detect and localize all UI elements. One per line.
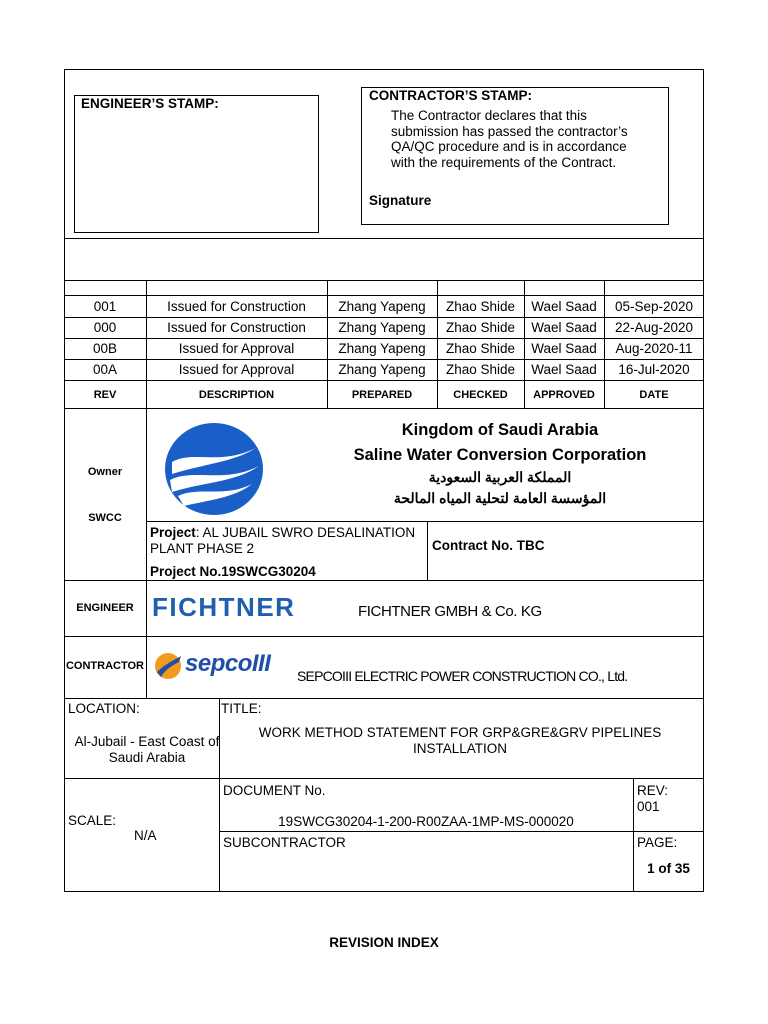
title-label: TITLE: bbox=[221, 701, 262, 716]
owner-label: Owner bbox=[87, 466, 123, 478]
description-header: DESCRIPTION bbox=[198, 389, 275, 401]
document-title: WORK METHOD STATEMENT FOR GRP&GRE&GRV PIPELINES INSTALLATION bbox=[258, 725, 662, 756]
contractor-label: CONTRACTOR bbox=[65, 660, 144, 672]
revision-index-heading: REVISION INDEX bbox=[329, 935, 439, 950]
engineer-name: FICHTNER GMBH & Co. KG bbox=[358, 603, 542, 620]
document-number: 19SWCG30204-1-200-R00ZAA-1MP-MS-000020 bbox=[278, 814, 574, 829]
engineer-stamp-box bbox=[74, 95, 319, 233]
project-label: Project bbox=[150, 525, 196, 540]
location-label: LOCATION: bbox=[68, 701, 140, 716]
sepco-logo bbox=[153, 648, 288, 684]
contractor-stamp-title: CONTRACTOR’S STAMP: bbox=[369, 88, 532, 103]
subcontractor-label: SUBCONTRACTOR bbox=[223, 835, 346, 850]
fichtner-logo: FICHTNER bbox=[152, 592, 296, 622]
owner-country-arabic: المملكة العربية السعودية bbox=[428, 469, 572, 485]
project-value: : AL JUBAIL SWRO DESALINATION PLANT PHASE 2 bbox=[150, 525, 416, 556]
signature-label: Signature bbox=[369, 193, 432, 208]
project-name bbox=[150, 525, 420, 556]
page-label: PAGE: bbox=[637, 835, 678, 850]
swcc-logo bbox=[164, 422, 264, 516]
project-number: Project No.19SWCG30204 bbox=[150, 564, 316, 579]
rev-value: 001 bbox=[637, 799, 660, 814]
owner-corporation-arabic: المؤسسة العامة لتحلية المياه المالحة bbox=[393, 490, 607, 506]
approved-header: APPROVED bbox=[533, 389, 595, 401]
engineer-stamp-title: ENGINEER’S STAMP: bbox=[81, 96, 219, 111]
contract-number: Contract No. TBC bbox=[432, 538, 545, 553]
scale-value: N/A bbox=[134, 828, 157, 843]
contractor-name: SEPCOIII ELECTRIC POWER CONSTRUCTION CO., Ltd. bbox=[297, 668, 628, 684]
page-number: 1 of 35 bbox=[647, 861, 690, 876]
document-number-label: DOCUMENT No. bbox=[223, 783, 326, 798]
sepco-wordmark: sepcoIII bbox=[185, 650, 271, 677]
rev-header: REV bbox=[93, 389, 117, 401]
checked-header: CHECKED bbox=[453, 389, 508, 401]
owner-abbr: SWCC bbox=[88, 512, 122, 524]
contractor-declaration: The Contractor declares that this submission has passed the contractor’s QA/QC procedure and is in accordance with the requirements of the Contract. bbox=[391, 108, 628, 170]
owner-country: Kingdom of Saudi Arabia bbox=[401, 421, 599, 439]
rev-label: REV: bbox=[637, 783, 669, 798]
location-value: Al-Jubail - East Coast of Saudi Arabia bbox=[74, 734, 220, 765]
prepared-header: PREPARED bbox=[351, 389, 413, 401]
sepco-emblem-icon bbox=[153, 650, 183, 682]
owner-corporation: Saline Water Conversion Corporation bbox=[353, 446, 647, 464]
date-header: DATE bbox=[639, 389, 669, 401]
scale-label: SCALE: bbox=[68, 813, 117, 828]
engineer-label: ENGINEER bbox=[76, 602, 134, 614]
